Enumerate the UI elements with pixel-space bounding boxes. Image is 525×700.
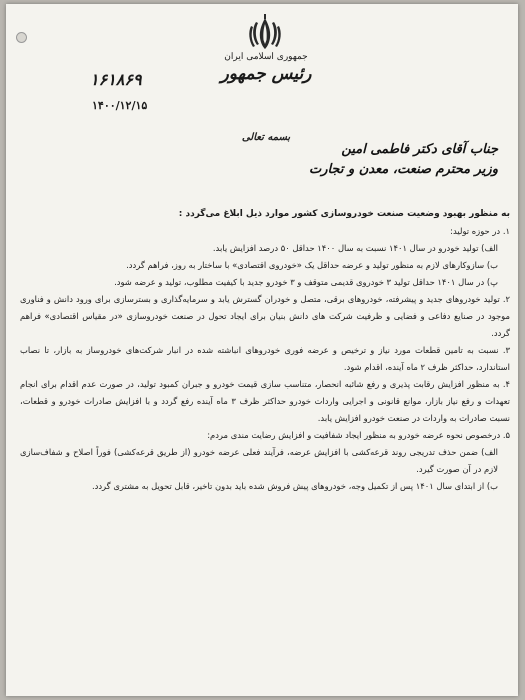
list-item: ۵. درخصوص نحوه عرضه خودرو به منظور ایجاد شفافیت و افزایش رضایت مندی مردم:	[207, 430, 510, 440]
letter-page	[6, 4, 518, 696]
list-item: پ) در سال ۱۴۰۱ حداقل تولید ۳ خودروی قدیمی متوقف و ۳ خودرو جدید با کیفیت مطلوب، تولید و عرضه شود.	[114, 277, 498, 287]
recipient-title: وزیر محترم صنعت، معدن و تجارت	[308, 162, 498, 177]
list-item: ب) از ابتدای سال ۱۴۰۱ پس از تکمیل وجه، خودروهای پیش فروش شده باید بدون تاخیر، قابل تحویل به مشتری گردد.	[91, 481, 498, 491]
basmala: بسمه تعالی	[241, 132, 291, 143]
list-item: ۱. در حوزه تولید:	[450, 226, 510, 236]
list-item: ب) سازوکارهای لازم به منظور تولید و عرضه حداقل یک «خودروی اقتصادی» با ساختار به روز، فراهم گردد.	[126, 260, 498, 270]
list-item: الف) ضمن حذف تدریجی روند قرعه‌کشی با افزایش عرضه، فرآیند فعلی عرضه خودرو (از طریق قرعه‌کشی) فوراً اصلاح و شفاف‌سازی لازم در آن صورت گیرد.	[20, 447, 498, 474]
letter-body	[20, 206, 510, 495]
recipient-name: جناب آقای دکتر فاطمی امین	[341, 142, 498, 157]
government-title: جمهوری اسلامی ایران	[224, 52, 308, 62]
letter-number: ۱۶۱۸۶۹	[90, 70, 142, 89]
list-item: ۲. تولید خودروهای جدید و پیشرفته، خودروهای برقی، متصل و خودران گسترش یابد و سرمایه‌گذاری و بسترسازی برای ورود دانش و فناوری موجود در صنایع دفاعی و فضایی و ظرفیت شرکت های دانش بنیان برای ایجاد تحول در صنعت خودروسازی «در مقیاس اقتصادی» فراهم گردد.	[20, 294, 510, 338]
punch-hole	[16, 32, 27, 43]
list-item: ۳. نسبت به تامین قطعات مورد نیاز و ترخیص و عرضه فوری خودروهای انباشته شده در انبار شرکت‌های خودروساز به بازار، تا نصاب استاندارد، حداکثر ظرف ۲ ماه آینده، اقدام شود.	[20, 345, 510, 372]
office-title: رئیس جمهور	[220, 64, 312, 84]
list-item: الف) تولید خودرو در سال ۱۴۰۱ نسبت به سال ۱۴۰۰ حداقل ۵۰ درصد افزایش یابد.	[212, 243, 498, 253]
letter-date: ۱۴۰۰/۱۲/۱۵	[92, 99, 148, 112]
list-item: ۴. به منظور افزایش رقابت پذیری و رفع شائبه انحصار، متناسب سازی قیمت خودرو و جبران کمبود تولید، در صورت عدم اقدام برای انجام تعهدات و رفع نیاز بازار، موانع قانونی و اجرایی واردات خودرو حداکثر ظرف ۳ ماه آینده رفع گردد و با افزایش صادرات خودرو و قطعات، نسبت صادرات به واردات در صنعت خودرو افزایش یابد.	[20, 379, 510, 423]
iran-emblem-icon	[248, 14, 282, 52]
intro-text: به منظور بهبود وضعیت صنعت خودروسازی کشور موارد ذیل ابلاغ می‌گردد :	[178, 209, 510, 219]
